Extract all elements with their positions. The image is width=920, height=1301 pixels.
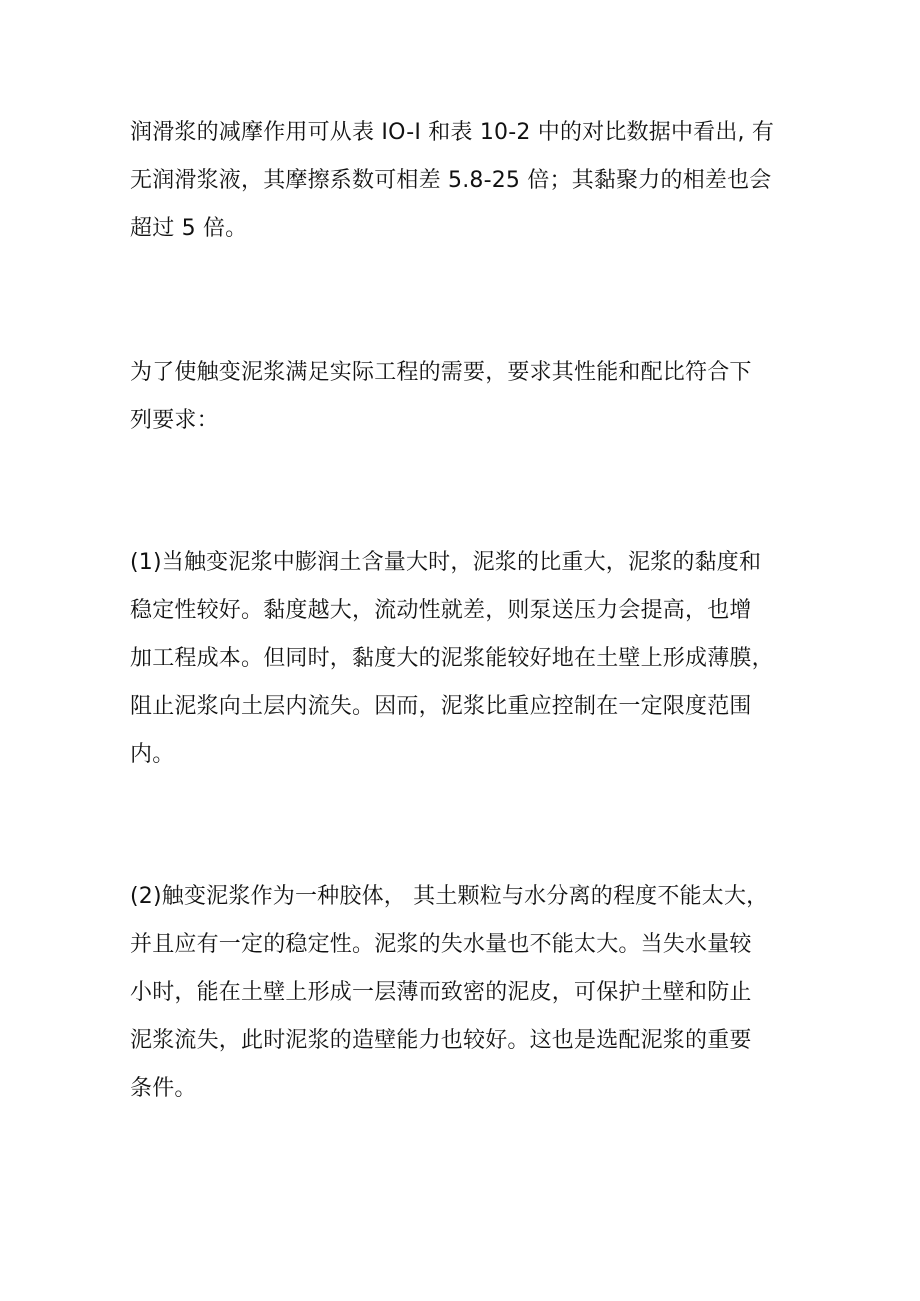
text-line: 泥浆流失，此时泥浆的造壁能力也较好。这也是选配泥浆的重要: [130, 1028, 752, 1053]
text-line: 小时，能在土壁上形成一层薄而致密的泥皮，可保护土壁和防止: [130, 980, 752, 1005]
text-line: 超过 5 倍。: [130, 216, 248, 241]
text-line: 无润滑浆液，其摩擦系数可相差 5.8-25 倍；其黏聚力的相差也会: [130, 168, 772, 193]
text-line: 条件。: [130, 1076, 197, 1101]
paragraph-requirement-2: [130, 873, 810, 1113]
text-line: 阻止泥浆向土层内流失。因而，泥浆比重应控制在一定限度范围: [130, 694, 752, 719]
paragraph-lubrication: [130, 109, 810, 253]
text-line: 为了使触变泥浆满足实际工程的需要，要求其性能和配比符合下: [130, 360, 752, 385]
text-line: 内。: [130, 742, 175, 767]
text-line: 加工程成本。但同时，黏度大的泥浆能较好地在土壁上形成薄膜，: [130, 646, 774, 671]
text-line: 列要求：: [130, 408, 219, 433]
text-line: (1)当触变泥浆中膨润土含量大时，泥浆的比重大，泥浆的黏度和: [130, 550, 762, 575]
paragraph-requirement-1: [130, 539, 810, 779]
text-line: 并且应有一定的稳定性。泥浆的失水量也不能太大。当失水量较: [130, 932, 752, 957]
paragraph-requirements-intro: [130, 349, 810, 445]
text-line: (2)触变泥浆作为一种胶体， 其土颗粒与水分离的程度不能太大，: [130, 884, 769, 909]
text-line: 润滑浆的减摩作用可从表 IO-I 和表 10-2 中的对比数据中看出, 有: [130, 120, 775, 145]
text-line: 稳定性较好。黏度越大，流动性就差，则泵送压力会提高，也增: [130, 598, 752, 623]
